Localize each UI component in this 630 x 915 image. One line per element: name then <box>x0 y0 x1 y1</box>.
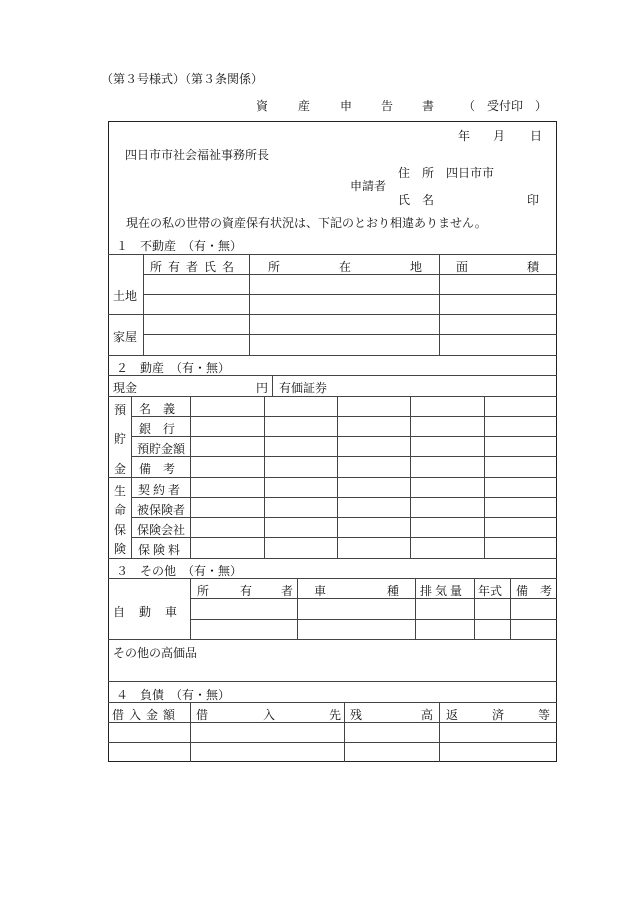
valuables-label: その他の高価品 <box>113 646 198 660</box>
deposit-row-holder: 名 義 <box>139 402 176 416</box>
securities-label: 有価証券 <box>279 381 328 395</box>
rule <box>108 558 557 559</box>
title-char-1: 資 <box>256 99 269 113</box>
rule <box>108 578 557 579</box>
rule <box>108 355 557 356</box>
rule <box>190 702 191 762</box>
addressee: 四日市市社会福祉事務所長 <box>125 148 270 162</box>
title-char-3: 申 <box>340 99 353 113</box>
rule <box>190 619 557 620</box>
rule <box>272 375 273 396</box>
title-char-5: 書 <box>422 99 435 113</box>
rule <box>108 254 557 255</box>
car-col-displacement: 排気量 <box>420 584 466 598</box>
rule <box>190 578 191 639</box>
date-year: 年 <box>458 129 471 143</box>
deposit-row-amount: 預貯金額 <box>137 442 186 456</box>
rule <box>415 578 416 639</box>
col-area-1: 面 <box>456 260 469 274</box>
car-col-owner-2: 有 <box>240 584 253 598</box>
deposit-group-3: 金 <box>114 462 127 476</box>
rule <box>143 254 144 355</box>
real-estate-heading: １ 不動産 （有・無） <box>116 239 243 253</box>
insurance-group-3: 保 <box>114 523 127 537</box>
insurance-row-premium: 保険料 <box>138 543 184 557</box>
insurance-group-4: 険 <box>114 542 127 556</box>
date-day: 日 <box>530 129 543 143</box>
col-area-2: 積 <box>527 260 540 274</box>
rule <box>297 578 298 639</box>
deposit-group-1: 預 <box>114 403 127 417</box>
debt-col-balance-1: 残 <box>350 708 363 722</box>
row-building: 家屋 <box>113 330 138 344</box>
rule <box>439 702 440 762</box>
deposit-row-bank: 銀 行 <box>139 422 176 436</box>
receipt-stamp-label: （ 受付印 ） <box>463 99 548 113</box>
cash-label: 現金 <box>113 381 138 395</box>
debt-col-repayment-1: 返 <box>446 708 459 722</box>
rule <box>344 702 345 762</box>
rule <box>474 578 475 639</box>
insurance-row-insured: 被保険者 <box>137 503 186 517</box>
declaration-text: 現在の私の世帯の資産保有状況は、下記のとおり相違ありません。 <box>126 216 487 230</box>
insurance-row-company: 保険会社 <box>137 523 186 537</box>
title-char-4: 告 <box>381 99 394 113</box>
address-value[interactable]: 四日市市 <box>446 166 495 180</box>
rule <box>131 436 557 437</box>
form-number: （第３号様式）（第３条関係） <box>101 72 264 86</box>
deposit-row-remarks: 備 考 <box>139 462 176 476</box>
title-char-2: 産 <box>298 99 311 113</box>
col-owner-name: 所有者氏名 <box>150 260 241 274</box>
insurance-row-contractor: 契約者 <box>138 483 184 497</box>
col-location-1: 所 <box>268 260 281 274</box>
address-label: 住 所 <box>398 166 435 180</box>
car-col-remarks-2: 考 <box>540 584 553 598</box>
deposit-group-2: 貯 <box>114 432 127 446</box>
rule <box>108 314 557 315</box>
debt-col-balance-2: 高 <box>421 708 434 722</box>
applicant-label: 申請者 <box>350 179 387 193</box>
rule <box>510 578 511 639</box>
col-location-3: 地 <box>410 260 423 274</box>
name-label: 氏 名 <box>398 193 435 207</box>
date-month: 月 <box>493 129 506 143</box>
car-col-remarks-1: 備 <box>516 584 529 598</box>
rule <box>131 537 557 538</box>
car-col-type-2: 種 <box>387 584 400 598</box>
debt-col-lender-3: 先 <box>329 708 342 722</box>
car-col-owner-1: 所 <box>197 584 210 598</box>
cash-unit: 円 <box>256 381 269 395</box>
rule <box>108 477 557 478</box>
seal-mark: 印 <box>527 193 540 207</box>
rule <box>439 254 440 355</box>
rule <box>131 517 557 518</box>
rule <box>249 254 250 355</box>
movable-heading: ２ 動産 （有・無） <box>116 361 231 375</box>
insurance-group-1: 生 <box>114 484 127 498</box>
rule <box>131 497 557 498</box>
col-location-2: 在 <box>339 260 352 274</box>
debt-heading: ４ 負債 （有・無） <box>116 688 231 702</box>
rule <box>143 334 557 335</box>
rule <box>108 681 557 682</box>
rule <box>108 639 557 640</box>
insurance-group-2: 命 <box>114 503 127 517</box>
car-col-type-1: 車 <box>314 584 327 598</box>
debt-col-lender-1: 借 <box>196 708 209 722</box>
debt-col-repayment-2: 済 <box>492 708 505 722</box>
rule <box>131 456 557 457</box>
car-label: 自 動 車 <box>113 605 179 619</box>
rule <box>108 742 557 743</box>
rule <box>108 702 557 703</box>
debt-col-repayment-3: 等 <box>538 708 551 722</box>
rule <box>131 416 557 417</box>
car-col-owner-3: 者 <box>281 584 294 598</box>
other-heading: ３ その他 （有・無） <box>116 564 243 578</box>
rule <box>108 396 557 397</box>
row-land: 土地 <box>113 289 138 303</box>
rule <box>143 294 557 295</box>
debt-col-amount: 借入金額 <box>112 708 181 722</box>
car-col-year: 年式 <box>478 584 503 598</box>
rule <box>108 375 557 376</box>
debt-col-lender-2: 入 <box>263 708 276 722</box>
